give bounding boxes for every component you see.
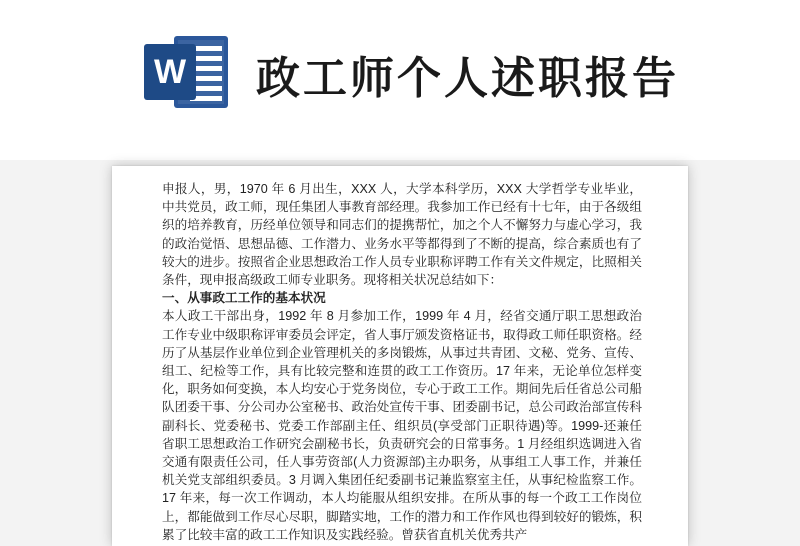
document-page [112,166,688,546]
section-paragraph: 本人政工干部出身，1992 年 8 月参加工作，1999 年 4 月，经省交通厅职工思想政治工作专业中级职称评审委员会评定，省人事厅颁发资格证书，取得政工师任职资格。经历了从基层作业单位到企业管理机关的多岗锻炼，从事过共青团、文秘、党务、宣传、组工、纪检等工作，具有比较完整和连贯的政工工作资历。17 年来，无论单位怎样变化，职务如何变换，本人均安心于党务岗位，专心于政工工作。期间先后任省总公司船队团委干事、分公司办公室秘书、政治处宣传干事、团委副书记，总公司政治部宣传科副科长、党委秘书、党委工作部副主任、组织员(享受部门正职待遇)等。1999-还兼任省职工思想政治工作研究会副秘书长，负责研究会的日常事务。1 月经组织选调进入省交通有限责任公司，任人事劳资部(人力资源部)主办职务，从事组工人事工作，并兼任机关党支部组织委员。3 月调入集团任纪委副书记兼监察室主任，从事纪检监察工作。17 年来，每一次工作调动，本人均能服从组织安排。在所从事的每一个政工工作岗位上，都能做到工作尽心尽职，脚踏实地，工作的潜力和工作作风也得到较好的锻炼，积累了比较丰富的政工工作知识及实践经验。曾获省直机关优秀共产 [162,309,642,542]
header-banner [0,0,800,160]
svg-text:W: W [153,53,187,91]
document-body [162,180,642,544]
word-document-icon [140,30,232,114]
intro-paragraph: 申报人，男，1970 年 6 月出生，XXX 人，大学本科学历，XXX 大学哲学专业毕业，中共党员，政工师，现任集团人事教育部经理。我参加工作已经有十七年，由于各级组织的培养教育，历经单位领导和同志们的提携帮忙，加之个人不懈努力与虚心学习，我的政治觉悟、思想品德、工作潜力、业务水平等都得到了不断的提高，综合素质也有了较大的进步。按照省企业思想政治工作人员专业职称评聘工作有关文件规定，比照相关条件，现申报高级政工师专业职务。现将相关状况总结如下： [162,182,642,288]
section-heading: 一、从事政工工作的基本状况 [162,291,326,306]
page-title: 政工师个人述职报告 [256,53,679,104]
